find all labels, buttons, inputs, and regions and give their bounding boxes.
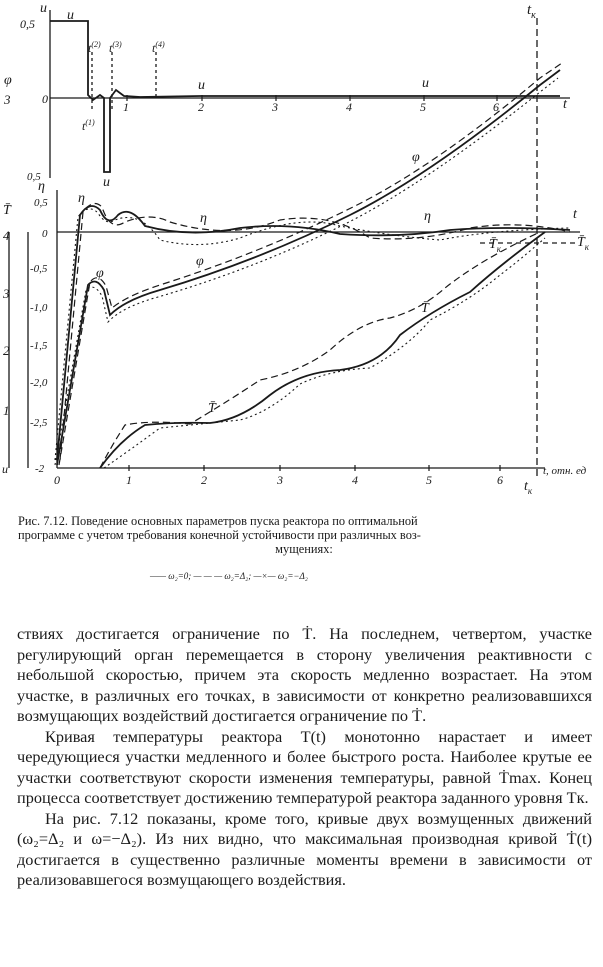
- T-tick-3: 3: [3, 286, 10, 301]
- Tk-label: $T̄_к$: [489, 237, 502, 254]
- tick-neg05-top: 0,5: [27, 171, 41, 183]
- T-curve-label-1: T̄: [208, 401, 216, 416]
- T-curve-label-2: T̄: [421, 301, 429, 316]
- top-x-tick-labels: [123, 100, 499, 114]
- zero-top-tick: 0: [42, 92, 48, 106]
- u-label-top: u: [67, 8, 74, 23]
- phi-curve-label-2: φ: [196, 254, 204, 269]
- bottom-x-tick: 0: [54, 473, 60, 487]
- caption-line-2: программе с учетом требования конечной устойчивости при различных воз-: [18, 528, 421, 542]
- phi-axis-label: φ: [4, 73, 12, 88]
- T-tick-1: 1: [3, 403, 10, 418]
- t1-label: $t^{(1)}$: [82, 118, 95, 133]
- bottom-x-tick: 2: [201, 473, 207, 487]
- phi-curves: [55, 63, 562, 465]
- Tk-right-label: $T̄_к$: [577, 235, 590, 252]
- T-tick-2: 2: [3, 343, 10, 358]
- phi-curve-plus: [59, 63, 562, 465]
- paragraph-2: Кривая температуры реактора T(t) монотонно нарастает и имеет чередующиеся участки медленного и более быстрого роста. Наиболее крутые ее участки соответствуют скорости изменения температуры, равной Ṫmax. Конец процесса соответствует достижению температурой реактора заданного уровня Tк.: [17, 726, 592, 807]
- phi-tick-neg2: -2: [35, 463, 45, 475]
- T-tick-4: 4: [3, 228, 10, 243]
- caption-line-1: Рис. 7.12. Поведение основных параметров пуска реактора по оптимальной: [18, 514, 418, 528]
- bottom-x-tick: 1: [126, 473, 132, 487]
- T-curve-nominal: [100, 232, 545, 468]
- top-x-tick: 4: [346, 100, 352, 114]
- eta-tick-05: 0,5: [34, 197, 48, 209]
- t-axis-mid-label: t: [573, 207, 577, 222]
- top-x-tick: 5: [420, 100, 426, 114]
- t-axis-top-label: t: [563, 97, 567, 112]
- u-label-mid1: u: [198, 78, 205, 93]
- bottom-x-tick: 4: [352, 473, 358, 487]
- paragraph-3: На рис. 7.12 показаны, кроме того, кривые двух возмущенных движений (ω₂=Δ₂ и ω=−Δ₂). Из них видно, что максимальная производная кривой Ṫ(t) достигается в существенно различные моменты времени в зависимости от реализовавшегося возмущающего воздействия.: [17, 808, 592, 889]
- u-label-bottom: u: [103, 175, 110, 190]
- phi-curve-label-3: φ: [412, 150, 420, 165]
- bottom-x-tick: 3: [277, 473, 283, 487]
- top-x-tick: 6: [493, 100, 499, 114]
- eta-curve-label-2: η: [200, 211, 207, 226]
- phi-curve-nominal: [57, 70, 560, 465]
- figure-caption: [18, 514, 590, 556]
- u-axis-label: u: [40, 1, 47, 16]
- phi-tick-neg10: -1,0: [30, 302, 48, 314]
- t4-label: $t^{(4)}$: [152, 40, 165, 55]
- paragraph-1: ствиях достигается ограничение по Ṫ. На последнем, четвертом, участке регулирующий орган перемещается в сторону увеличения реактивности с небольшой скоростью, причем эта скорость медленно возрастает. На этом участке, в различных его точках, в зависимости от конкретно реализовавшихся возмущающих воздействий достигается ограничение по Ṫ.: [17, 624, 592, 725]
- T-curves: [100, 232, 545, 468]
- eta-axis-label: η: [38, 179, 45, 194]
- T-axis-label: T̄: [3, 203, 11, 218]
- phi-curve-minus: [55, 78, 558, 465]
- bottom-x-tick: 6: [497, 473, 503, 487]
- phi-tick-neg25: -2,5: [30, 417, 48, 429]
- phi-tick-neg05: -0,5: [30, 263, 48, 275]
- body-text: [17, 624, 592, 891]
- t2-label: $t^{(2)}$: [88, 40, 101, 55]
- top-x-tick: 3: [272, 100, 278, 114]
- top-x-tick: 1: [123, 100, 129, 114]
- phi-tick-neg15: -1,5: [30, 340, 48, 352]
- phi-tick-neg20: -2,0: [30, 377, 48, 389]
- figure-legend: —— ω₂=0; — — — ω₂=Δ₂; —×— ω₂=−Δ₂: [150, 571, 308, 581]
- t3-label: $t^{(3)}$: [109, 40, 122, 55]
- tk-bottom-label: $t_к$: [524, 479, 533, 496]
- bottom-x-tick: 5: [426, 473, 432, 487]
- eta-curve-label-1: η: [78, 191, 85, 206]
- T-u-label: u: [2, 462, 8, 476]
- caption-line-3: мущениях:: [275, 542, 333, 556]
- t-axis-bottom-label: t, отн. ед: [543, 465, 587, 477]
- phi-tick-3: 3: [4, 92, 11, 107]
- tk-top-label: $t_к$: [527, 2, 536, 21]
- T-curve-minus: [104, 238, 545, 468]
- T-curve-plus: [100, 232, 540, 468]
- u-label-mid2: u: [422, 76, 429, 91]
- eta-tick-0: 0: [42, 228, 48, 240]
- phi-curve-label-1: φ: [96, 266, 104, 281]
- bottom-x-tick-labels: [54, 473, 503, 487]
- top-x-tick: 2: [198, 100, 204, 114]
- u-tick-05: 0,5: [20, 17, 35, 31]
- eta-curve-label-3: η: [424, 209, 431, 224]
